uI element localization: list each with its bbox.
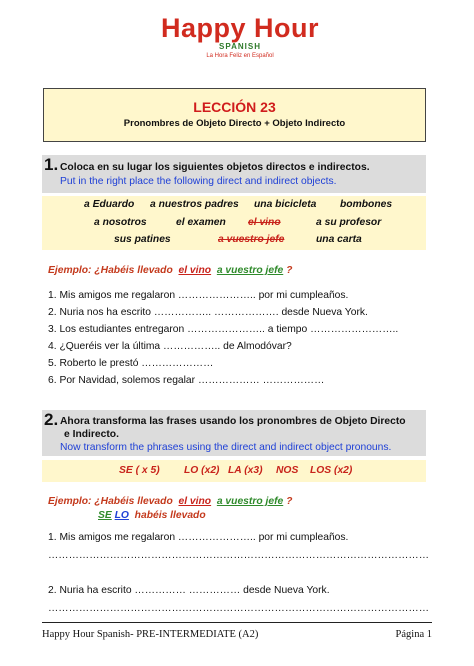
- example-direct-object: el vino: [178, 496, 212, 507]
- word-item: el examen: [176, 217, 226, 228]
- pronoun-item: NOS: [276, 465, 299, 476]
- exercise-1-item: 1. Mis amigos me regalaron ………………….. por mi cumpleaños.: [48, 290, 349, 301]
- example-direct-object: el vino: [178, 265, 212, 276]
- pronoun-item: LO (x2): [184, 465, 220, 476]
- exercise-2-heading-en: Now transform the phrases using the direct and indirect object pronouns.: [60, 442, 392, 453]
- exercise-2-heading-cont: e Indirecto.: [64, 429, 119, 440]
- example-end: ?: [286, 265, 293, 276]
- exercise-1-item: 3. Los estudiantes entregaron ………………….. a tiempo ……………………..: [48, 324, 399, 335]
- pronoun-item: LA (x3): [228, 465, 263, 476]
- example-indirect-object: a vuestro jefe: [216, 496, 284, 507]
- word-item: sus patines: [114, 234, 171, 245]
- word-item-used: el vino: [248, 217, 281, 228]
- exercise-2-item: 1. Mis amigos me regalaron ………………….. por mi cumpleaños.: [48, 532, 349, 543]
- exercise-2-header: [42, 410, 426, 456]
- exercise-2-item: 2. Nuria ha escrito …………… …………… desde Nueva York.: [48, 585, 330, 596]
- word-item: a Eduardo: [84, 199, 135, 210]
- exercise-2-answer-line: …………………………………………………………………………………………………: [48, 550, 429, 561]
- page-footer: [42, 622, 432, 640]
- example-indirect-object: a vuestro jefe: [216, 265, 284, 276]
- word-item: bombones: [340, 199, 393, 210]
- word-item: a nuestros padres: [150, 199, 239, 210]
- example-end: ?: [286, 496, 293, 507]
- word-item: una carta: [316, 234, 362, 245]
- answer-indirect-pronoun: SE: [98, 510, 112, 521]
- pronoun-item: SE ( x 5): [119, 465, 160, 476]
- example-label: Ejemplo: ¿Habéis llevado: [48, 265, 173, 276]
- exercise-1-item: 4. ¿Queréis ver la última …………….. de Almodóvar?: [48, 341, 292, 352]
- exercise-1-heading: Coloca en su lugar los siguientes objetos directos e indirectos.: [60, 162, 370, 173]
- exercise-1-header: [42, 155, 426, 193]
- lesson-title-box: [43, 88, 426, 142]
- exercise-2-example: [48, 496, 292, 507]
- footer-course: Happy Hour Spanish- PRE-INTERMEDIATE (A2): [42, 629, 259, 640]
- exercise-2-heading: Ahora transforma las frases usando los pronombres de Objeto Directo: [60, 416, 406, 427]
- logo-brand: Happy Hour: [160, 13, 319, 43]
- footer-page: Página 1: [395, 629, 432, 640]
- answer-verb: habéis llevado: [134, 510, 206, 521]
- exercise-2-number: 2.: [44, 410, 59, 429]
- word-item-used: a vuestro jefe: [218, 234, 285, 245]
- word-bank: [42, 196, 426, 250]
- lesson-title: LECCIÓN 23: [193, 99, 276, 115]
- lesson-subtitle: Pronombres de Objeto Directo + Objeto Indirecto: [123, 118, 346, 129]
- exercise-2-example-answer: [98, 510, 206, 521]
- word-item: a su profesor: [316, 217, 382, 228]
- exercise-2-answer-line: …………………………………………………………………………………………………: [48, 603, 429, 614]
- logo: [160, 14, 320, 76]
- word-item: una bicicleta: [254, 199, 317, 210]
- exercise-1-item: 2. Nuria nos ha escrito …………….. ………………. desde Nueva York.: [48, 307, 368, 318]
- example-label: Ejemplo: ¿Habéis llevado: [48, 496, 173, 507]
- exercise-1-heading-en: Put in the right place the following direct and indirect objects.: [60, 176, 337, 187]
- exercise-1-item: 6. Por Navidad, solemos regalar ……………… ………………: [48, 375, 325, 386]
- pronoun-bank: [42, 460, 426, 482]
- exercise-1-number: 1.: [44, 155, 59, 174]
- word-item: a nosotros: [94, 217, 147, 228]
- exercise-1-example: [48, 265, 292, 276]
- pronoun-item: LOS (x2): [310, 465, 353, 476]
- logo-tagline: La Hora Feliz en Español: [206, 53, 274, 59]
- exercise-1-item: 5. Roberto le prestó …………………: [48, 358, 214, 369]
- logo-sub: SPANISH: [219, 42, 261, 51]
- answer-direct-pronoun: LO: [114, 510, 129, 521]
